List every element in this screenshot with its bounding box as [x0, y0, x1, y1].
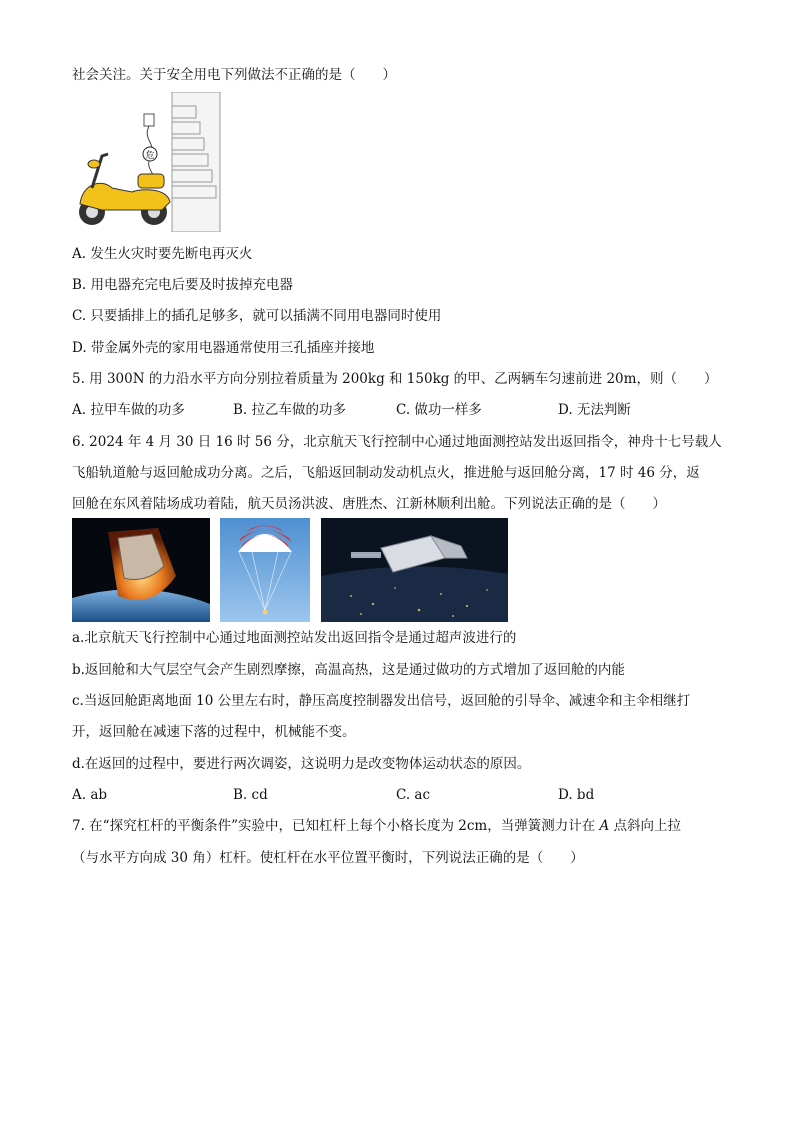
staircase	[172, 92, 220, 232]
q5-option-b: B. 拉乙车做的功多	[233, 402, 347, 418]
q4-option-d: D. 带金属外壳的家用电器通常使用三孔插座并接地	[72, 340, 375, 356]
q4-option-a: A. 发生火灾时要先断电再灭火	[72, 246, 253, 262]
q5-option-a: A. 拉甲车做的功多	[72, 402, 185, 418]
q5-option-c: C. 做功一样多	[396, 402, 482, 418]
q6-option-a: A. ab	[72, 787, 108, 803]
q6-statement-a: a.北京航天飞行控制中心通过地面测控站发出返回指令是通过超声波进行的	[72, 630, 517, 646]
q7-stem-line-1-pre: 7. 在“探究杠杆的平衡条件”实验中，已知杠杆上每个小格长度为 2cm，当弹簧测力计在	[72, 818, 600, 834]
parachute-photo	[220, 518, 310, 622]
svg-text:危: 危	[145, 151, 155, 161]
spacecraft-over-earth-photo	[321, 518, 508, 622]
q6-statement-c-line-1: c.当返回舱距离地面 10 公里左右时，静压高度控制器发出信号，返回舱的引导伞、减速伞和主伞相继打	[72, 693, 691, 709]
q6-option-c: C. ac	[396, 787, 431, 803]
q7-point-a: A	[599, 818, 610, 834]
q6-stem-line-2: 飞船轨道舱与返回舱成功分离。之后，飞船返回制动发动机点火，推进舱与返回舱分离，17 时 46 分，返	[72, 465, 700, 481]
q7-stem-line-1	[72, 817, 681, 835]
q4-option-b: B. 用电器充完电后要及时拔掉充电器	[72, 277, 294, 293]
q5-option-d: D. 无法判断	[558, 402, 631, 418]
q7-stem-line-1-post: 点斜向上拉	[609, 818, 682, 834]
scooter-charging-figure	[72, 92, 222, 232]
q6-statement-c-line-2: 开，返回舱在减速下落的过程中，机械能不变。	[72, 724, 356, 740]
q6-statement-b: b.返回舱和大气层空气会产生剧烈摩擦，高温高热，这是通过做功的方式增加了返回舱的内能	[72, 662, 625, 678]
reentry-capsule-photo	[72, 518, 210, 622]
q6-stem-line-1: 6. 2024 年 4 月 30 日 16 时 56 分，北京航天飞行控制中心通过地面测控站发出返回指令，神舟十七号载人	[72, 434, 722, 450]
q7-stem-line-2: （与水平方向成 30 角）杠杆。使杠杆在水平位置平衡时，下列说法正确的是（ ）	[72, 850, 584, 866]
q6-stem-line-3: 回舱在东风着陆场成功着陆，航天员汤洪波、唐胜杰、江新林顺利出舱。下列说法正确的是（ ）	[72, 496, 666, 512]
q6-option-d: D. bd	[558, 787, 595, 803]
q4-stem: 社会关注。关于安全用电下列做法不正确的是（ ）	[72, 67, 396, 83]
wall-socket	[144, 114, 154, 126]
q6-statement-d: d.在返回的过程中，要进行两次调姿，这说明力是改变物体运动状态的原因。	[72, 756, 531, 772]
q4-option-c: C. 只要插排上的插孔足够多，就可以插满不同用电器同时使用	[72, 308, 442, 324]
q5-stem: 5. 用 300N 的力沿水平方向分别拉着质量为 200kg 和 150kg 的甲、乙两辆车匀速前进 20m，则（ ）	[72, 371, 718, 387]
q6-option-b: B. cd	[233, 787, 268, 803]
